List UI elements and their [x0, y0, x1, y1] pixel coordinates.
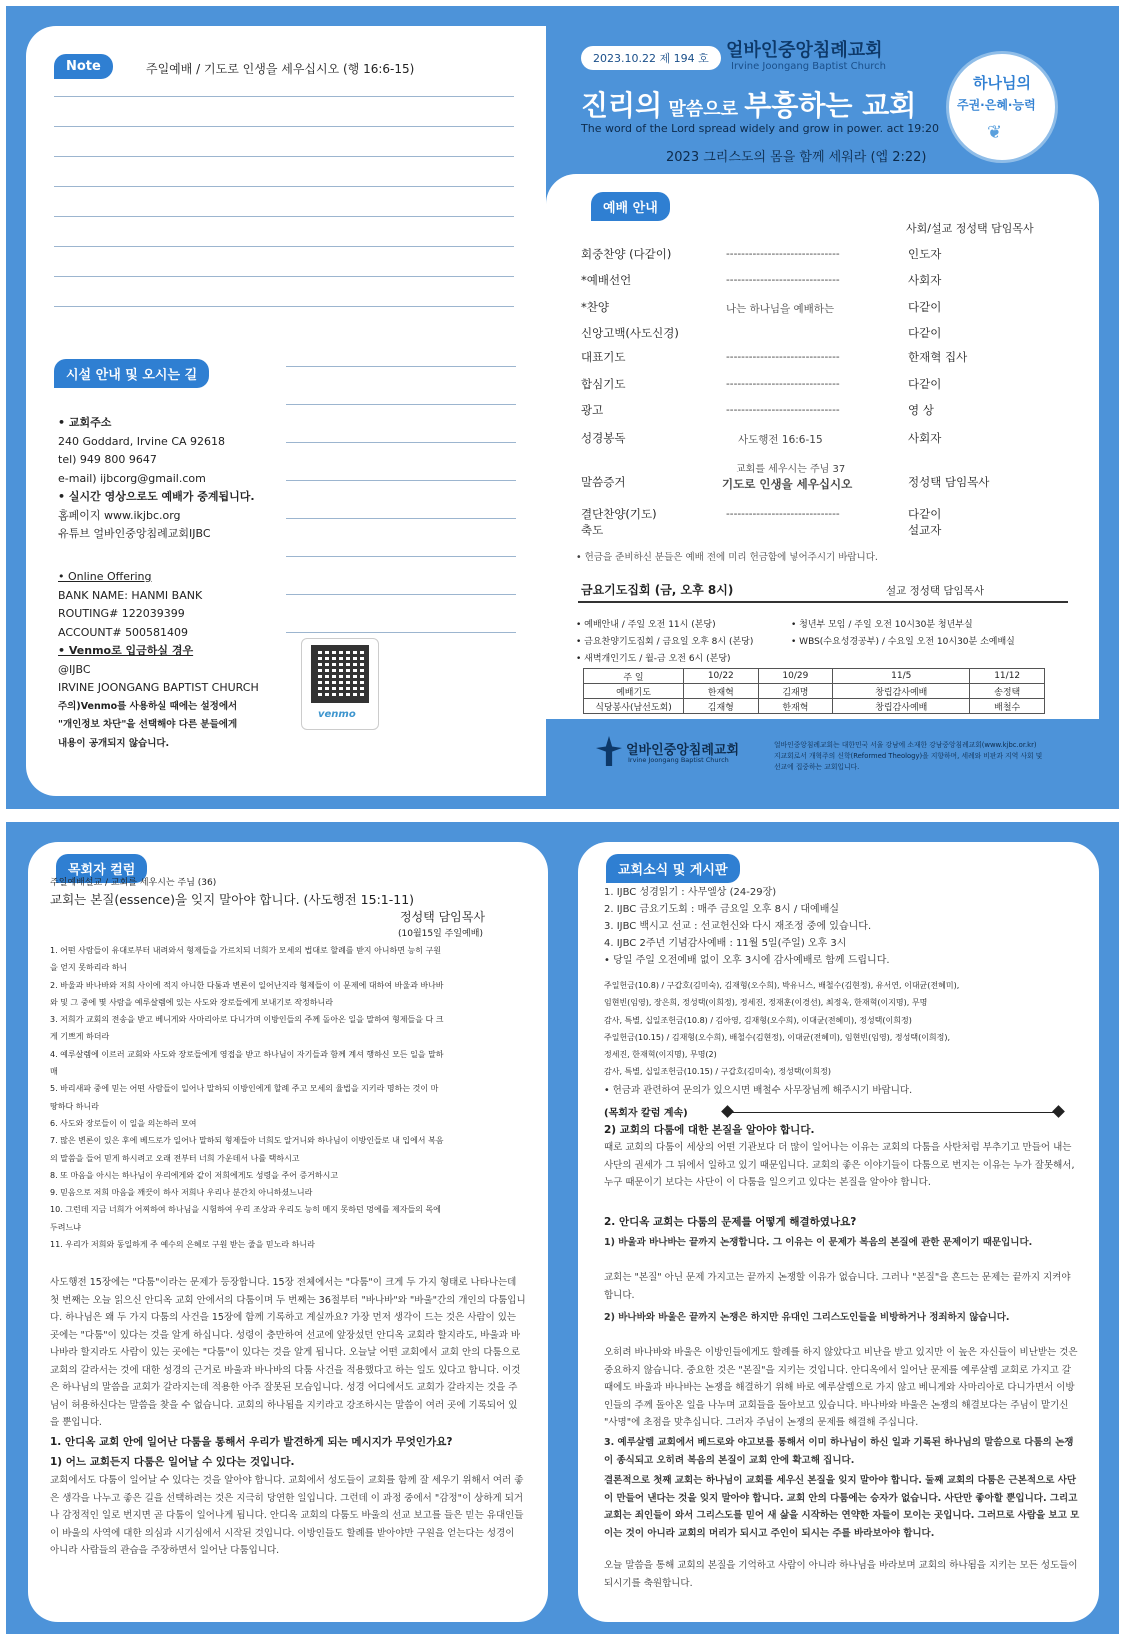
- verse-line: 게 기쁘게 하더라: [50, 1032, 110, 1042]
- venmo-note: "개인정보 차단"을 선택해야 다른 분들에게: [58, 719, 238, 730]
- column-point-2-2: 2) 바나바와 바울은 끝까지 논쟁은 하지만 유대인 그리스도인들을 비방하거나 정죄하지 않습니다.: [604, 1312, 1010, 1323]
- note-label: Note: [54, 54, 113, 79]
- order-item: 회중찬양 (다같이): [581, 247, 672, 261]
- column-point-3: 3. 예루살렘 교회에서 베드로와 야고보를 통해서 이미 하나님이 하신 일과 기록된 하나님의 말씀으로 다툼의 논쟁이 종식되고 오히려 복음의 본질이 교회 안에 확고해 집니다.: [604, 1437, 1074, 1466]
- note-card: [26, 26, 546, 796]
- order-item: 합심기도: [581, 377, 626, 391]
- church-name: 얼바인중앙침례교회: [726, 40, 883, 61]
- table-header-cell: 10/22: [684, 669, 759, 684]
- address-line: 240 Goddard, Irvine CA 92618: [58, 434, 226, 448]
- stream-note: • 실시간 영상으로도 예배가 중계됩니다.: [58, 490, 255, 503]
- table-header-row: [584, 669, 1045, 684]
- table-header-cell: 11/5: [833, 669, 970, 684]
- verse-line: 11. 우리가 저희와 동일하게 주 예수의 은혜로 구원 받는 줄을 믿노라 하니라: [50, 1240, 315, 1250]
- column-continued: (목회자 칼럼 계속): [604, 1108, 688, 1119]
- facility-line: [286, 556, 516, 557]
- facility-line: [286, 442, 516, 443]
- seal-emblem: [946, 51, 1058, 163]
- facility-label: 시설 안내 및 오시는 길: [54, 359, 209, 388]
- schedule-item: • 새벽개인기도 / 월-금 오전 6시 (본당): [576, 654, 731, 664]
- seal-text-bottom: 주권·은혜·능력: [957, 98, 1036, 112]
- news-items: [604, 884, 1084, 969]
- diamond-icon: [1052, 1105, 1065, 1118]
- verse-line: 8. 또 마음을 아시는 하나님이 우리에게와 같이 저희에게도 성령을 주어 증거하시고: [50, 1170, 339, 1180]
- column-conclusion-text: 결론적으로 첫째 교회는 하나님이 교회를 세우신 본질을 잊지 말아야 합니다. 둘째 교회의 다툼은 근본적으로 사단이 만들어 낸다는 것을 잊지 말아야 합니다. 교회 안의 다툼에는 승자가 없습니다. 사단만 좋아할 뿐입니다. 그리고 교회는 죄인들이 와서 그리스도를 믿어 새 삶을 시작하는 연약한 자들이 모이는 곳입니다. 그러므로 사람을 보고 모이는 것이 아니라 교회의 머리가 되시고 주인이 되시는 주를 바라보아야 합니다.: [604, 1475, 1080, 1539]
- venmo-handle: @IJBC: [58, 662, 91, 676]
- order-item: 신앙고백(사도신경): [581, 326, 679, 340]
- scripture-reading: 사도행전 16:6-15: [738, 434, 823, 446]
- offering-note: • 헌금을 준비하신 분들은 예배 전에 미리 헌금함에 넣어주시기 바랍니다.: [576, 552, 878, 563]
- slogan-part: 부흥하는 교회: [744, 89, 917, 122]
- note-line: [54, 126, 514, 127]
- order-detail: ------------------------------: [726, 404, 840, 416]
- venmo-heading: • Venmo로 입금하실 경우: [58, 644, 194, 657]
- order-item: 대표기도: [581, 350, 626, 364]
- order-leader: 다같이: [908, 300, 942, 314]
- order-leader: 영 상: [908, 403, 934, 417]
- verse-line: 2. 바울과 바나바와 저희 사이에 적지 아니한 다툼과 변론이 일어난지라 형제들이 이 문제에 대하여 바울과 바나바: [50, 980, 444, 990]
- table-header-cell: 11/12: [970, 669, 1045, 684]
- column-point-text: 때로 교회의 다툼이 세상의 어떤 기관보다 더 많이 일어나는 이유는 교회의 다툼을 사탄처럼 부추기고 만들어 내는 사단의 권세가 그 뒤에서 일하고 있기 때문입니다. 교회의 좋은 이야기들이 다툼으로 번지는 이유는 누가 잘못해서, 누구 때문이기 보다는 사단이 이 다툼을 일으키고 있다는 본질을 알아야 합니다.: [604, 1142, 1075, 1188]
- verse-line: 5. 바리새파 중에 믿는 어떤 사람들이 일어나 말하되 이방인에게 할례 주고 모세의 율법을 지키라 명하는 것이 마: [50, 1084, 439, 1094]
- note-line: [54, 186, 514, 187]
- wheat-icon: ❦: [987, 122, 1003, 143]
- table-cell: 송정택: [970, 684, 1045, 699]
- news-item: • 당일 주일 오전예배 없이 오후 3시에 감사예배로 함께 드립니다.: [604, 955, 890, 966]
- order-leader: 정성택 담임목사: [908, 475, 990, 489]
- order-detail: ------------------------------: [726, 351, 840, 363]
- order-detail: ------------------------------: [726, 508, 840, 520]
- email-link[interactable]: e-mail) ijbcorg@gmail.com: [58, 471, 206, 485]
- church-name-en: Irvine Joongang Baptist Church: [731, 61, 887, 72]
- table-cell: 창립감사예배: [833, 684, 970, 699]
- column-series: 주일예배설교 / 교회를 세우시는 주님 (36): [50, 878, 217, 888]
- service-duty-table: [583, 668, 1045, 714]
- facility-line: [286, 594, 516, 595]
- friday-prayer-title: 금요기도집회 (금, 오후 8시): [581, 583, 734, 597]
- news-item: 2. IJBC 금요기도회 : 매주 금요일 오후 8시 / 대예배실: [604, 904, 840, 915]
- facility-line: [286, 632, 516, 633]
- verse-line: 9. 믿음으로 저희 마음을 깨끗이 하사 저희나 우리나 분간치 아니하셨느니라: [50, 1188, 313, 1198]
- column-point-2: 2) 교회의 다툼에 대한 본질을 알아야 합니다.: [604, 1124, 815, 1136]
- verse-line: 의 말씀을 들어 믿게 하시려고 오래 전부터 너희 가운데서 나를 택하시고: [50, 1153, 300, 1163]
- online-offering-heading: • Online Offering: [58, 570, 152, 583]
- diamond-divider: [728, 1112, 1058, 1113]
- verse-line: 4. 예루살렘에 이르러 교회와 사도와 장로들에게 영접을 받고 하나님이 자기들과 함께 계셔 행하신 모든 일을 말하: [50, 1049, 444, 1059]
- year-theme: 2023 그리스도의 몸을 함께 세워라 (엡 2:22): [666, 150, 927, 165]
- column-point-body: [604, 1269, 1082, 1304]
- phone-line: tel) 949 800 9647: [58, 453, 157, 466]
- scripture-verses: [50, 942, 528, 1253]
- slogan: [581, 84, 916, 124]
- column-point-2-1: 1) 바울과 바나바는 끝까지 논쟁합니다. 그 이유는 이 문제가 복음의 본질에 관한 문제이기 때문입니다.: [604, 1237, 1033, 1248]
- order-leader: 한재혁 집사: [908, 350, 968, 364]
- worship-label: 예배 안내: [591, 192, 670, 221]
- offering-line: 주일헌금(10.15) / 김재형(오수희), 배철수(김현정), 이대균(전혜미), 임현빈(임영), 정성택(이희정),: [604, 1032, 951, 1042]
- column-title: 교회는 본질(essence)을 잊지 말아야 합니다. (사도행전 15:1-11): [50, 892, 415, 907]
- note-line: [54, 276, 514, 277]
- footer-desc: 지교회로서 개혁주의 신학(Reformed Theology)을 지향하며, 세례와 비판과 지역 사회 및: [774, 752, 1043, 760]
- verse-line: 두려느냐: [50, 1222, 81, 1232]
- verse-line: 7. 많은 변론이 있은 후에 베드로가 일어나 말하되 형제들아 너희도 알거니와 하나님이 이방인들로 내 입에서 복음: [50, 1136, 444, 1146]
- venmo-qr-box[interactable]: [301, 638, 379, 730]
- verse-line: 6. 사도와 장로들이 이 일을 의논하러 모여: [50, 1118, 197, 1128]
- bulletin-inner-sheet: [6, 822, 1119, 1634]
- footer-desc: 얼바인중앙침례교회는 대한민국 서울 강남에 소재한 강남중앙침례교회(www.kjbc.or.kr): [774, 741, 1037, 749]
- order-detail: ------------------------------: [726, 378, 840, 390]
- news-card: [578, 842, 1099, 1622]
- column-author: 정성택 담임목사: [400, 910, 485, 924]
- order-leader: 설교자: [908, 523, 942, 537]
- table-cell: 배철수: [970, 699, 1045, 714]
- note-line: [54, 156, 514, 157]
- order-item: 말씀증거: [581, 475, 626, 489]
- address-heading: • 교회주소: [58, 416, 112, 429]
- order-detail: ------------------------------: [726, 274, 840, 286]
- column-card: [28, 842, 548, 1622]
- offering-line: 정세진, 한재혁(이지명), 무명(2): [604, 1050, 717, 1060]
- order-leader: 다같이: [908, 377, 942, 391]
- column-closing: [604, 1557, 1082, 1592]
- order-item: *예배선언: [581, 273, 632, 287]
- friday-preacher: 설교 정성택 담임목사: [886, 585, 984, 597]
- table-cell: 한재혁: [758, 699, 833, 714]
- sermon-title: 기도로 인생을 세우십시오: [722, 477, 853, 491]
- column-point-heading: [604, 1434, 1082, 1469]
- verse-line: 땅하다 하니라: [50, 1101, 99, 1111]
- offering-line: 감사, 특별, 십일조헌금(10.8) / 김아영, 김재형(오수희), 이대균(전혜미), 정성택(이희정): [604, 1015, 912, 1025]
- column-point-body: [50, 1472, 526, 1560]
- homepage-link[interactable]: 홈페이지 www.ikjbc.org: [58, 508, 181, 522]
- footer-desc: 선교에 집중하는 교회입니다.: [774, 763, 860, 771]
- news-item: 3. IJBC 백시고 선교 : 선교헌신와 다시 재조정 중에 있습니다.: [604, 921, 872, 932]
- note-line: [54, 306, 514, 307]
- column-closing-text: 오늘 말씀을 통해 교회의 본질을 기억하고 사람이 아니라 하나님을 바라보며 교회의 하나됨을 지키는 모든 성도들이 되시기를 축원합니다.: [604, 1560, 1078, 1589]
- order-leader: 사회자: [908, 273, 942, 287]
- verse-line: 1. 어떤 사람들이 유대로부터 내려와서 형제들을 가르치되 너희가 모세의 법대로 할례를 받지 아니하면 능히 구원: [50, 946, 441, 955]
- offering-list: [604, 977, 1082, 1081]
- schedule-item: • 금요찬양기도집회 / 금요일 오후 8시 (본당): [576, 637, 754, 647]
- note-title: 주일예배 / 기도로 인생을 세우십시오 (행 16:6-15): [146, 62, 415, 76]
- table-header-cell: 주 일: [584, 669, 684, 684]
- facility-line: [286, 404, 516, 405]
- column-body: [50, 1274, 526, 1432]
- order-detail: 나는 하나님을 예배하는: [726, 303, 835, 315]
- column-conclusion: [604, 1472, 1082, 1542]
- column-point-heading: [604, 1309, 1082, 1327]
- table-header-cell: 10/29: [758, 669, 833, 684]
- column-point-heading: [604, 1234, 1082, 1252]
- news-label: 교회소식 및 게시판: [606, 854, 740, 883]
- facility-line: [286, 518, 516, 519]
- column-point-body: [604, 1139, 1082, 1192]
- verse-line: 와 및 그 중에 몇 사람을 예루살렘에 있는 사도와 장로들에게 보내기로 작정하니라: [50, 997, 333, 1007]
- seal-text-top: 하나님의: [973, 74, 1031, 92]
- column-body-text: 사도행전 15장에는 "다툼"이라는 문제가 등장합니다. 15장 전체에서는 "다툼"이 크게 두 가지 형태로 나타나는데 첫 번째는 오늘 읽으신 안디옥 교회 안에서의 다툼이며 두 번째는 36절부터 "바나바"와 "바울"간의 개인의 다툼입니다. 하나님은 왜 두 가지 다툼의 사건을 15장에 함께 기록하고 계실까요? 가장 먼저 생각이 드는 것은 사람이 있는 곳에는 "다툼"이 있다는 것을 알게 하십니다. 성령이 충만하여 선교에 앞장섰던 안디옥 교회라 할지라도, 바울과 바나바라 할지라도 사람이 있는 곳에는 "다툼"이 있다는 것을 알게 됩니다. 오늘날 어떤 교회에서 교회 안의 다툼으로 교회의 갈라서는 것에 대한 성경의 근거로 바울과 바나바의 다툼 사건을 적용했다고 하는 일도 있다고 합니다. 이것은 하나님의 말씀을 교회가 갈라지는데 적용한 아주 잘못된 모습입니다. 성경 어디에서도 교회가 갈라지는 것을 주님이 허용하신다는 말씀을 찾을 수 없습니다. 교회의 하나됨을 지키라고 강조하시는 말씀이 여러 곳에 기록되어 있을 뿐입니다.: [50, 1277, 526, 1428]
- sermon-series: 교회를 세우시는 주님 37: [736, 464, 846, 475]
- note-line: [54, 216, 514, 217]
- table-cell: 식당봉사(남선도회): [584, 699, 684, 714]
- offering-info-list: [58, 568, 318, 753]
- news-item: 1. IJBC 성경읽기 : 사무엘상 (24-29장): [604, 887, 777, 898]
- note-line: [54, 246, 514, 247]
- facility-line: [286, 366, 516, 367]
- slogan-part: 진리의: [581, 89, 663, 122]
- table-cell: 창립감사예배: [833, 699, 970, 714]
- order-item: *찬양: [581, 300, 609, 314]
- issue-badge: 2023.10.22 제 194 호: [581, 46, 721, 70]
- news-item: 4. IJBC 2주년 기념감사예배 : 11월 5일(주일) 오후 3시: [604, 938, 847, 949]
- column-point-text: 교회는 "본질" 아닌 문제 가지고는 끝까지 논쟁할 이유가 없습니다. 그러나 "본질"을 흔드는 문제는 끝까지 지켜야 합니다.: [604, 1272, 1071, 1301]
- verse-line: 3. 저희가 교회의 전송을 받고 베니게와 사마리아로 다니가며 이방인들의 주께 돌아온 일을 말하여 형제들을 다 크: [50, 1015, 444, 1025]
- qr-code-icon: [311, 645, 369, 703]
- bank-name: BANK NAME: HANMI BANK: [58, 588, 203, 602]
- offering-line: 임현빈(임영), 장은희, 정성택(이희정), 정세진, 정재훈(이경선), 최정욱, 한재혁(이지명), 무명: [604, 998, 928, 1008]
- footer-church-name: 얼바인중앙침례교회: [626, 743, 740, 758]
- table-cell: 김재형: [684, 699, 759, 714]
- order-item: 결단찬양(기도): [581, 507, 657, 521]
- table-cell: 한재혁: [684, 684, 759, 699]
- officiant: 사회/설교 정성택 담임목사: [906, 222, 1034, 235]
- verse-en: The word of the Lord spread widely and grow in power. act 19:20: [581, 122, 939, 135]
- offering-line: 주일헌금(10.8) / 구갑호(김미숙), 김재형(오수희), 박유니스, 배철수(김현정), 유서연, 이대균(전혜미),: [604, 981, 960, 990]
- order-item: 성경봉독: [581, 431, 626, 445]
- table-cell: 예배기도: [584, 684, 684, 699]
- venmo-note: 주의)Venmo를 사용하실 때에는 설정에서: [58, 700, 238, 712]
- order-leader: 다같이: [908, 507, 942, 521]
- verse-line: 을 얻지 못하리라 하니: [50, 963, 128, 973]
- order-leader: 다같이: [908, 326, 942, 340]
- footer-church-name-en: Irvine Joongang Baptist Church: [628, 756, 729, 764]
- note-line: [54, 96, 514, 97]
- facility-line: [286, 480, 516, 481]
- table-cell: 김재명: [758, 684, 833, 699]
- worship-card: [546, 174, 1099, 719]
- column-point-text: 교회에서도 다툼이 일어날 수 있다는 것을 알아야 합니다. 교회에서 성도들이 교회를 함께 잘 세우기 위해서 여러 좋은 생각을 나누고 좋은 길을 선택하려는 것은 지극히 당연한 일입니다. 그런데 이 과정 중에서 "감정"이 상하게 되거나 감정적인 일로 번지면 곧 다툼이 일어나게 됩니다. 안디옥 교회의 다툼도 바울의 선교 보고를 들은 믿는 유대인들이 바울의 사역에 대한 의심과 시기심에서 시작된 것입니다. 이방인들도 할례를 받아야만 구원을 얻는다는 성경이 아니라 사람들의 관습을 주장하면서 일어난 다툼입니다.: [50, 1475, 524, 1556]
- column-date: (10월15일 주일예배): [398, 929, 483, 939]
- venmo-name: IRVINE JOONGANG BAPTIST CHURCH: [58, 681, 259, 694]
- venmo-note: 내용이 공개되지 않습니다.: [58, 737, 170, 749]
- schedule-item: • 청년부 모임 / 주일 오전 10시30분 청년부실: [791, 620, 973, 630]
- routing-number: ROUTING# 122039399: [58, 607, 185, 620]
- order-leader: 인도자: [908, 247, 942, 261]
- footer-logo-icon: [596, 736, 622, 766]
- column-point-body: [604, 1344, 1082, 1432]
- column-point-text: 오히려 바나바와 바울은 이방인들에게도 할례를 하지 않았다고 비난을 받고 있지만 이 높은 자신들이 비난받는 것은 중요하지 않습니다. 중요한 것은 "본질"을 지키는 것입니다. 안디옥에서 일어난 문제를 예루살렘 교회로 가지고 갈 때에도 바울과 바나바는 논쟁을 해결하기 위해 바로 예루살렘으로 가지 않고 베니게와 사마리아로 다니가면서 이방인들의 주께 돌아온 일을 나누며 교회들을 돌아보고 있습니다. 바나바와 바울은 논쟁의 해결보다는 주님이 맡기신 "사명"에 초점을 맞추십니다. 그러자 주님이 논쟁의 문제를 해결해 주십니다.: [604, 1347, 1078, 1428]
- schedule-item: • WBS(수요성경공부) / 수요일 오전 10시30분 소예배실: [791, 637, 1015, 647]
- account-number: ACCOUNT# 500581409: [58, 625, 189, 639]
- order-item: 광고: [581, 403, 604, 417]
- verse-line: 10. 그런데 지금 너희가 어찌하여 하나님을 시험하여 우리 조상과 우리도 능히 메지 못하던 멍에를 제자들의 목에: [50, 1205, 441, 1215]
- divider: [578, 601, 1068, 603]
- column-point-1-1: 1) 어느 교회든지 다툼은 일어날 수 있다는 것입니다.: [50, 1456, 295, 1468]
- order-item: 축도: [581, 523, 604, 537]
- venmo-logo: venmo: [318, 709, 356, 720]
- column-question-2: 2. 안디옥 교회는 다툼의 문제를 어떻게 해결하였나요?: [604, 1216, 857, 1228]
- diamond-icon: [721, 1105, 734, 1118]
- slogan-part: 말씀으로: [662, 99, 745, 120]
- verse-line: 매: [50, 1067, 58, 1077]
- facility-address-list: [58, 414, 288, 544]
- order-detail: ------------------------------: [726, 248, 840, 260]
- bulletin-outer-sheet: [6, 6, 1119, 809]
- order-leader: 사회자: [908, 431, 942, 445]
- youtube-line: 유튜브 얼바인중앙침례교회IJBC: [58, 527, 211, 540]
- offering-contact-note: • 헌금과 관련하여 문의가 있으시면 배철수 사무장님께 해주시기 바랍니다.: [604, 1085, 913, 1096]
- column-label: 목회자 컬럼: [56, 854, 147, 883]
- schedule-item: • 예배안내 / 주일 오전 11시 (본당): [576, 620, 716, 630]
- table-row: [584, 699, 1045, 714]
- offering-line: 감사, 특별, 십일조헌금(10.15) / 구갑호(김미숙), 정성택(이희정): [604, 1067, 831, 1077]
- column-question-1: 1. 안디옥 교회 안에 일어난 다툼을 통해서 우리가 발견하게 되는 메시지가 무엇인가요?: [50, 1436, 453, 1448]
- table-row: [584, 684, 1045, 699]
